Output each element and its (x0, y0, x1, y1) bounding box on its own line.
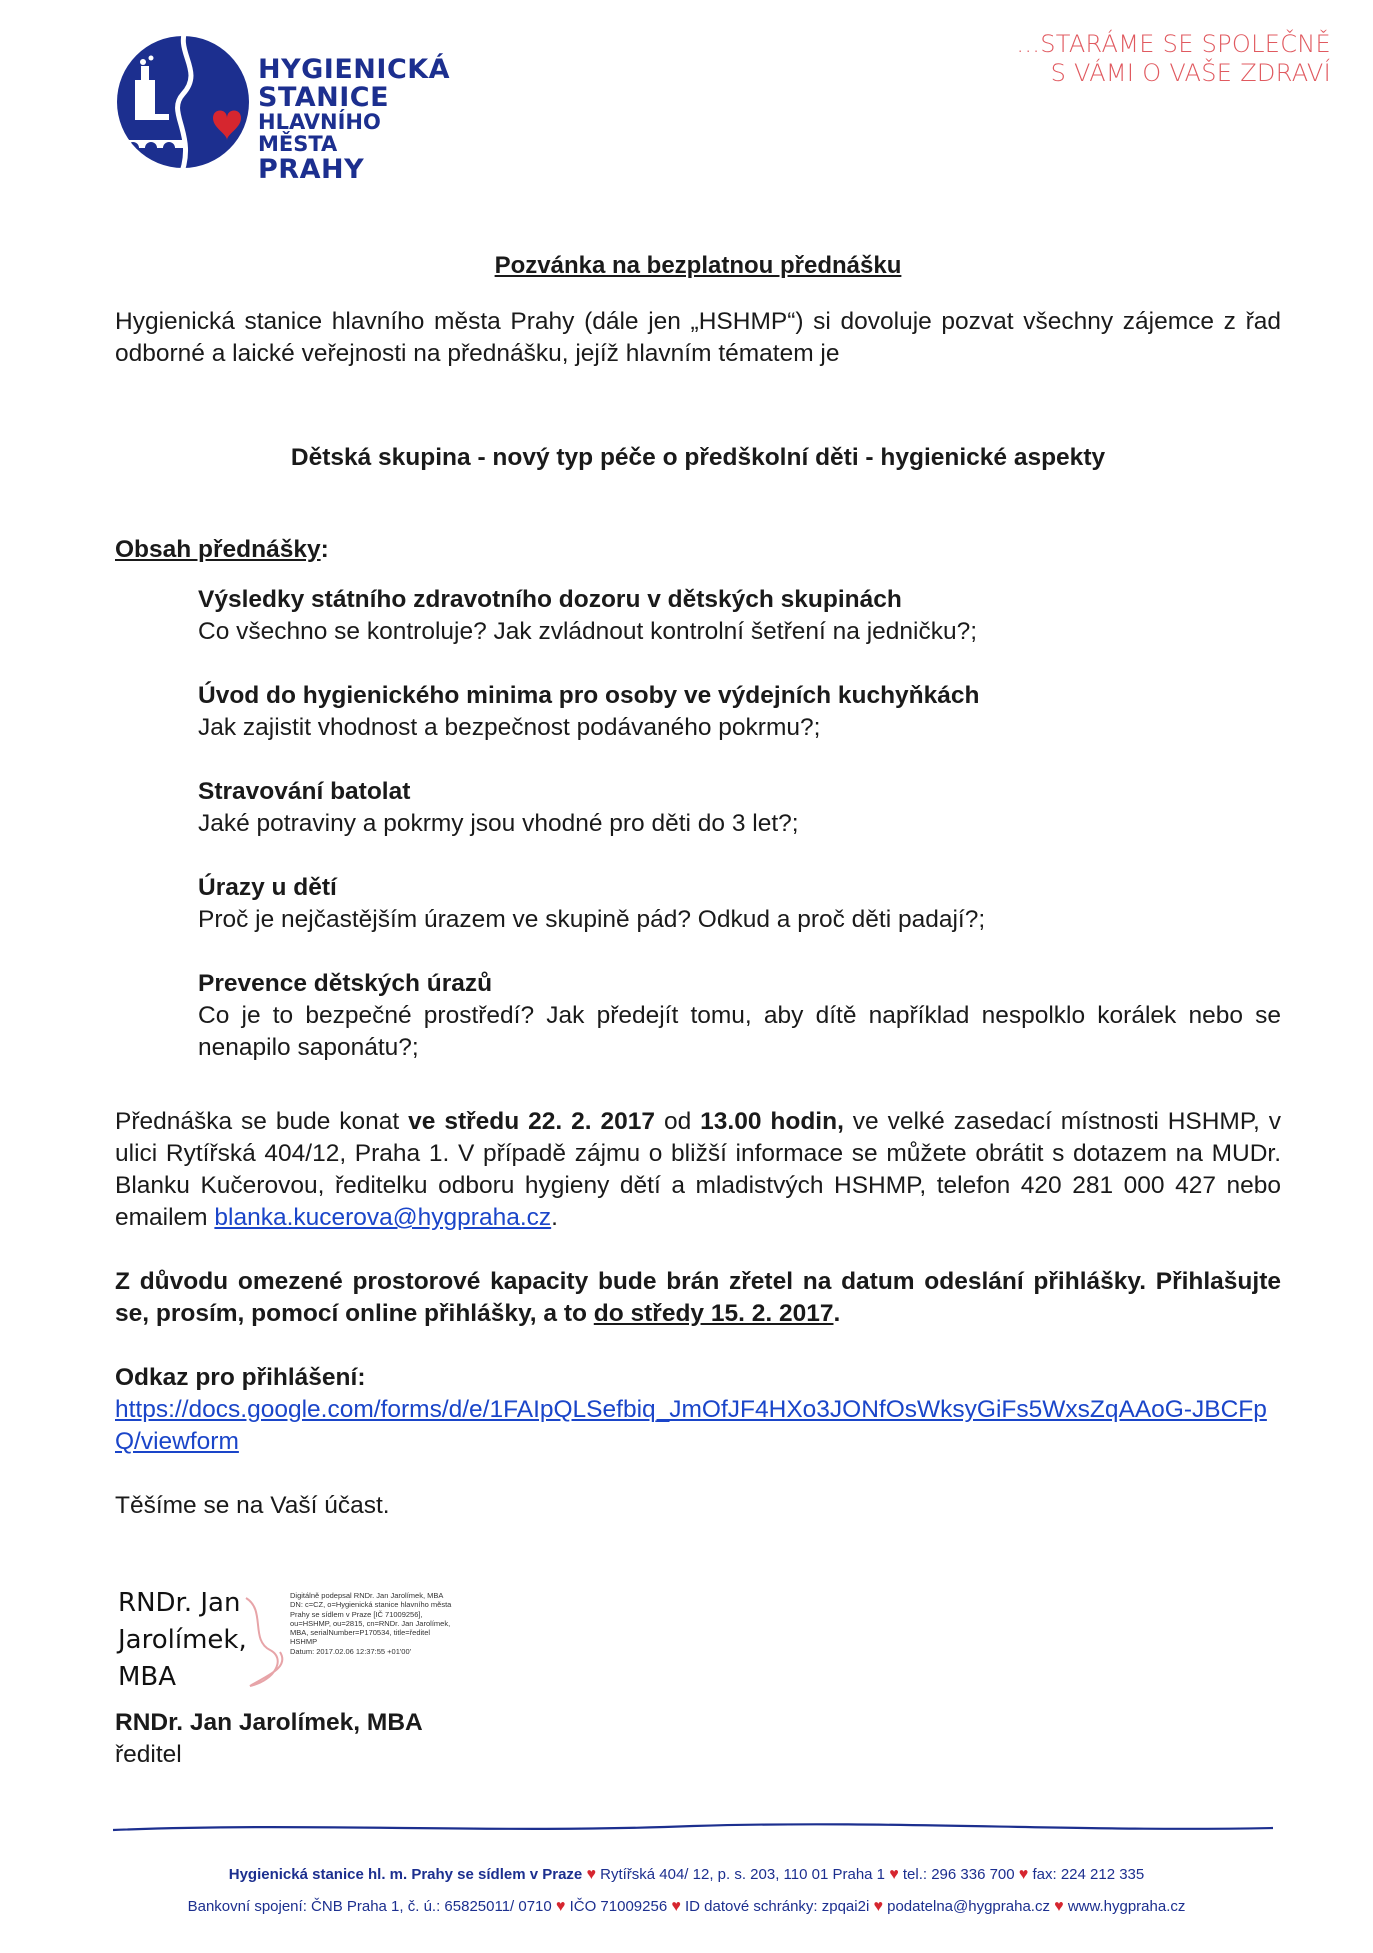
footer-datova: ID datové schránky: zpqai2i (685, 1898, 870, 1915)
slogan-line: ...STARÁME SE SPOLEČNĚ (1016, 30, 1331, 58)
item-question: Proč je nejčastějším úrazem ve skupině pád? Odkud a proč děti padají?; (198, 906, 986, 933)
item-question: Co všechno se kontroluje? Jak zvládnout kontrolní šetření na jedničku?; (198, 618, 978, 645)
intro-paragraph: Hygienická stanice hlavního města Prahy (dále jen „HSHMP“) si dovoluje pozvat všechny zájemce z řad odborné a laické veřejnosti na přednášku, jejíž hlavním tématem je (115, 308, 1281, 367)
footer-email[interactable]: podatelna@hygpraha.cz (887, 1898, 1050, 1915)
item-heading: Prevence dětských úrazů (198, 970, 493, 997)
signer-role: ředitel (115, 1741, 182, 1768)
event-date: ve středu 22. 2. 2017 (408, 1108, 656, 1135)
note-text: . (833, 1300, 841, 1327)
footer-ico: IČO 71009256 (569, 1898, 668, 1915)
item-question: Jaké potraviny a pokrmy jsou vhodné pro děti do 3 let?; (198, 810, 799, 837)
footer-web[interactable]: www.hygpraha.cz (1067, 1898, 1186, 1915)
signature-name-line: MBA (118, 1662, 177, 1692)
registration-deadline: do středy 15. 2. 2017 (593, 1300, 834, 1327)
event-text: Přednáška se bude konat (115, 1108, 409, 1135)
item-question: Jak zajistit vhodnost a bezpečnost podávaného pokrmu?; (198, 714, 821, 741)
lecture-topic: Dětská skupina - nový typ péče o předškolní děti - hygienické aspekty (290, 444, 1106, 471)
signature-name-line: Jarolímek, (118, 1625, 247, 1655)
event-text: . (551, 1204, 558, 1231)
logo-line: HYGIENICKÁ (258, 54, 451, 85)
heart-icon: ♥ (1054, 1898, 1064, 1915)
signature-detail-line: ou=HSHMP, ou=2815, cn=RNDr. Jan Jarolímek, (290, 1618, 451, 1628)
slogan (1016, 30, 1331, 88)
event-text: ve velké zasedací místnosti HSHMP, v ulici Rytířská 404/12, Praha 1. V případě zájmu o bližší informace se můžete obrátit s dotazem na MUDr. Blanku Kučerovou, ředitelku odboru hygieny dětí a mladistvých HSHMP, telefon 420 281 000 427 nebo emailem (115, 1108, 1281, 1231)
closing-line: Těšíme se na Vaší účast. (115, 1492, 390, 1519)
note-text: Z důvodu omezené prostorové kapacity bude brán zřetel na datum odeslání přihlášky. Přihlašujte se, prosím, pomocí online přihlášky, a to (115, 1268, 1281, 1327)
list-item (198, 680, 1281, 744)
footer-fax: fax: 224 212 335 (1032, 1866, 1145, 1883)
signature-detail-line: DN: c=CZ, o=Hygienická stanice hlavního města (290, 1600, 452, 1610)
registration-link-block (115, 1394, 1281, 1458)
signature-detail-line: Datum: 2017.02.06 12:37:55 +01'00' (290, 1646, 412, 1656)
item-heading: Stravování batolat (198, 778, 411, 805)
logo-line: STANICE (258, 82, 390, 114)
registration-note (115, 1266, 1281, 1330)
signature-detail-line: Digitálně podepsal RNDr. Jan Jarolímek, MBA (290, 1591, 444, 1600)
list-item (198, 776, 1281, 840)
heart-icon: ♥ (555, 1898, 566, 1915)
item-heading: Úvod do hygienického minima pro osoby ve výdejních kuchyňkách (198, 682, 980, 709)
document-title: Pozvánka na bezplatnou přednášku (494, 252, 902, 279)
contents-heading-text: Obsah přednášky (115, 536, 321, 563)
letter-body (115, 250, 1281, 1547)
event-paragraph (115, 1106, 1281, 1234)
heart-icon: ♥ (889, 1866, 899, 1883)
prague-castle-heart-icon (113, 22, 253, 182)
logo-line: HLAVNÍHO MĚSTA (258, 110, 381, 156)
footer-bank: Bankovní spojení: ČNB Praha 1, č. ú.: 65825011/ 0710 (187, 1898, 552, 1915)
item-heading: Výsledky státního zdravotního dozoru v dětských skupinách (198, 586, 902, 613)
contents-heading (115, 534, 1281, 566)
contact-email-link[interactable]: blanka.kucerova@hygpraha.cz (214, 1204, 552, 1231)
slogan-line: S VÁMI O VAŠE ZDRAVÍ (1050, 58, 1331, 87)
footer-wave-divider (113, 1818, 1273, 1838)
footer-contact-line (0, 1898, 1373, 1916)
lecture-contents-list (198, 584, 1281, 1064)
heart-icon: ♥ (671, 1898, 681, 1915)
logo-line: PRAHY (258, 153, 365, 185)
list-item (198, 968, 1281, 1064)
event-text: od (655, 1108, 701, 1135)
signature-mark-icon (236, 1590, 296, 1690)
logo-wordmark (258, 56, 453, 184)
signature-detail-line: MBA, serialNumber=P170534, title=ředitel (290, 1628, 431, 1638)
heart-icon: ♥ (873, 1898, 883, 1915)
footer-phone: tel.: 296 336 700 (902, 1866, 1015, 1883)
heart-icon: ♥ (586, 1866, 596, 1883)
registration-heading: Odkaz pro přihlášení: (115, 1364, 366, 1391)
heart-icon: ♥ (1018, 1866, 1029, 1883)
signature-name-line: RNDr. Jan (118, 1588, 241, 1618)
item-question: Co je to bezpečné prostředí? Jak předejít tomu, aby dítě například nespolklo korálek nebo se nenapilo saponátu?; (198, 1002, 1281, 1061)
footer-address: Rytířská 404/ 12, p. s. 203, 110 01 Praha 1 (600, 1866, 886, 1883)
signer-block (115, 1707, 423, 1771)
list-item (198, 584, 1281, 648)
item-heading: Úrazy u dětí (198, 874, 337, 901)
signer-name: RNDr. Jan Jarolímek, MBA (115, 1709, 423, 1736)
contents-heading-colon: : (320, 536, 329, 563)
signature-details (290, 1591, 470, 1656)
footer-org: Hygienická stanice hl. m. Prahy se sídlem v Praze (228, 1866, 583, 1883)
signature-detail-line: Prahy se sídlem v Praze [IČ 71009256], (290, 1609, 423, 1619)
footer-address-line (0, 1866, 1373, 1884)
list-item (198, 872, 1281, 936)
event-time: 13.00 hodin, (700, 1108, 844, 1135)
signature-detail-line: HSHMP (290, 1637, 318, 1647)
hshmp-logo (113, 22, 453, 185)
signature-name (118, 1585, 247, 1696)
registration-link[interactable]: https://docs.google.com/forms/d/e/1FAIpQLSefbiq_JmOfJF4HXo3JONfOsWksyGiFs5WxsZqAAoG-JBCFpQ/viewform (115, 1396, 1267, 1455)
digital-signature (118, 1585, 478, 1695)
